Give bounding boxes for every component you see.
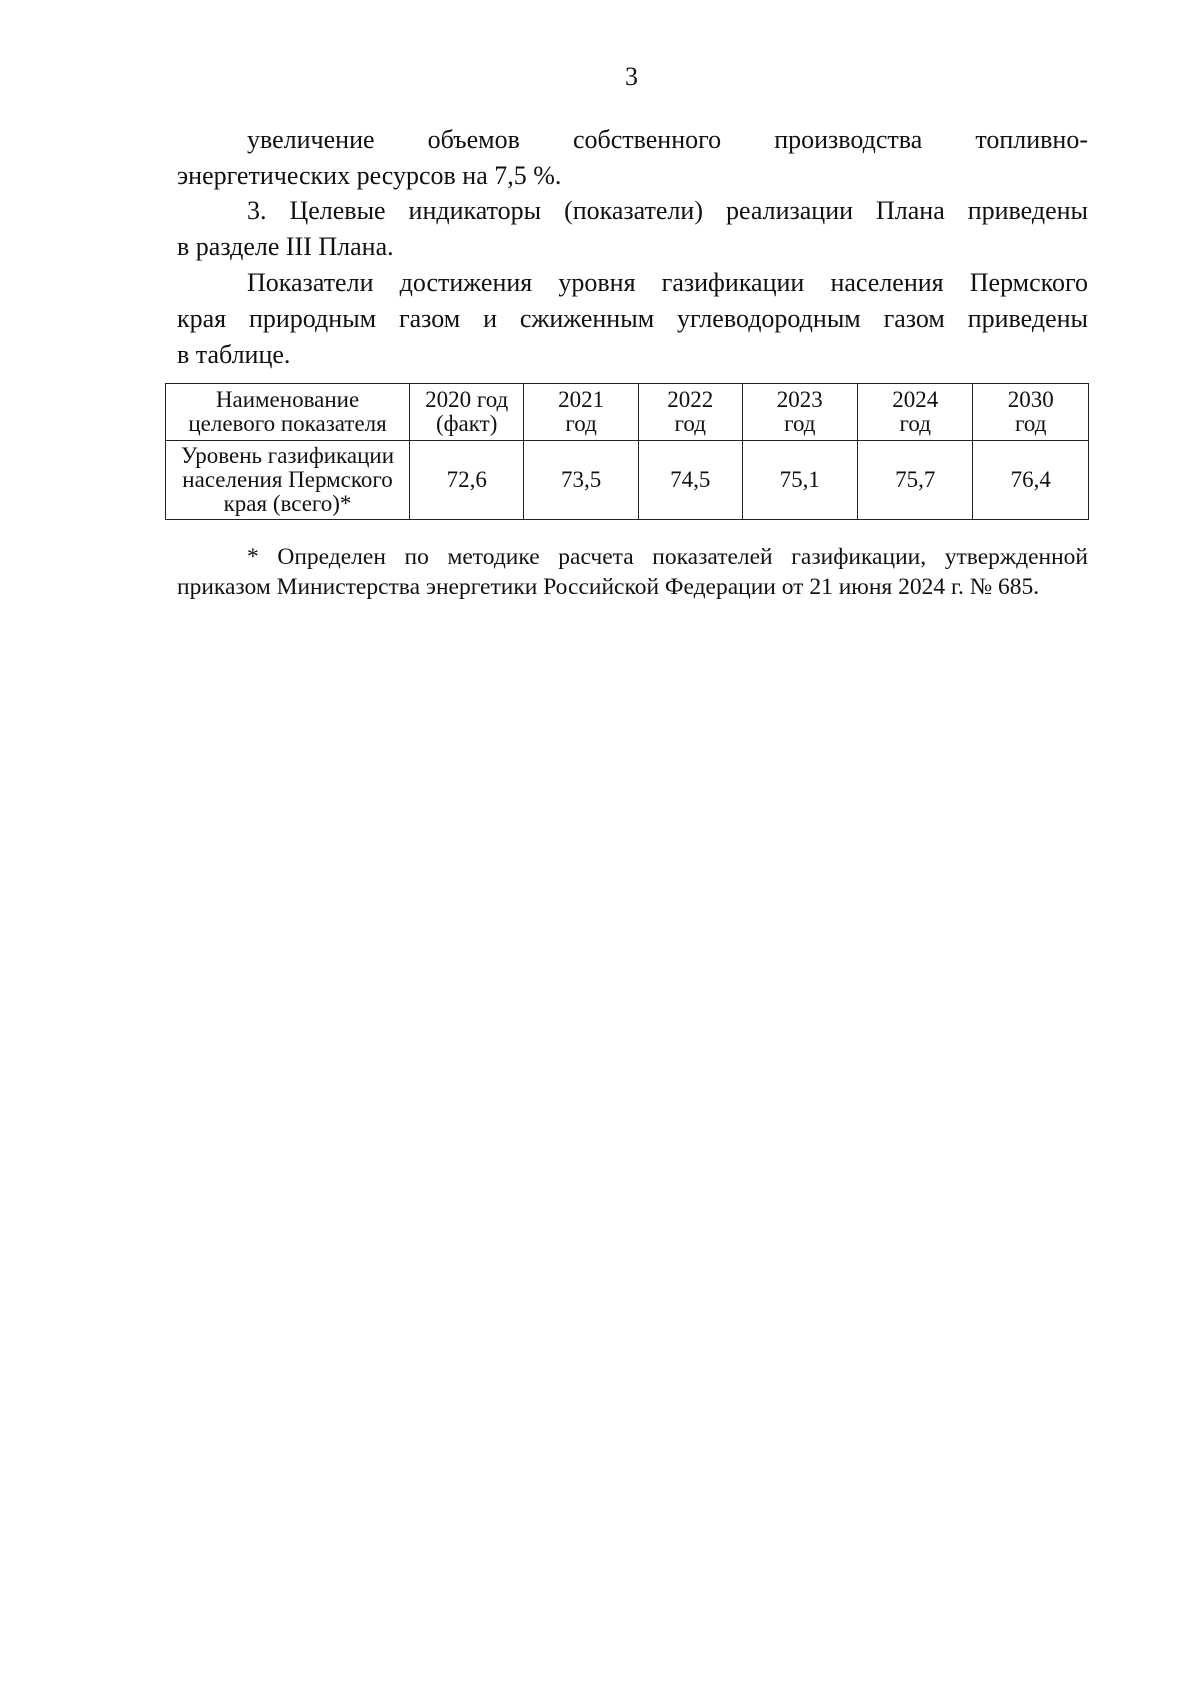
cell-value-2020: 72,6: [410, 441, 524, 520]
gasification-indicator-table: [165, 383, 1089, 520]
header-2030: 2030 год: [973, 384, 1089, 441]
cell-value-2023: 75,1: [742, 441, 857, 520]
header-indicator-name: Наименование целевого показателя: [166, 384, 410, 441]
footnote: [177, 542, 1088, 602]
page-number: 3: [625, 62, 638, 91]
cell-value-2030: 76,4: [973, 441, 1089, 520]
paragraph-line: в разделе III Плана.: [177, 232, 394, 261]
header-2022: 2022 год: [638, 384, 742, 441]
paragraph-line: 3. Целевые индикаторы (показатели) реализации Плана приведены: [247, 196, 1088, 225]
footnote-line: приказом Министерства энергетики Российской Федерации от 21 июня 2024 г. № 685.: [177, 574, 1040, 600]
table-row: [166, 441, 1089, 520]
header-2020: 2020 год (факт): [410, 384, 524, 441]
paragraph-line: энергетических ресурсов на 7,5 %.: [177, 161, 562, 190]
footnote-line: * Определен по методике расчета показателей газификации, утвержденной: [247, 544, 1088, 570]
cell-value-2022: 74,5: [638, 441, 742, 520]
cell-indicator-name: Уровень газификации населения Пермского края (всего)*: [166, 441, 410, 520]
header-2024: 2024 год: [858, 384, 973, 441]
paragraph-line: увеличение объемов собственного производства топливно-: [247, 125, 1088, 154]
paragraph-line: края природным газом и сжиженным углеводородным газом приведены: [177, 304, 1088, 333]
cell-value-2021: 73,5: [524, 441, 639, 520]
cell-value-2024: 75,7: [858, 441, 973, 520]
header-2021: 2021 год: [524, 384, 639, 441]
header-2023: 2023 год: [742, 384, 857, 441]
paragraph-resources: [177, 122, 1088, 194]
paragraph-line: Показатели достижения уровня газификации населения Пермского: [247, 268, 1088, 297]
paragraph-gasification: [177, 265, 1088, 373]
paragraph-target-indicators: [177, 193, 1088, 265]
table-header-row: [166, 384, 1089, 441]
paragraph-line: в таблице.: [177, 340, 291, 369]
